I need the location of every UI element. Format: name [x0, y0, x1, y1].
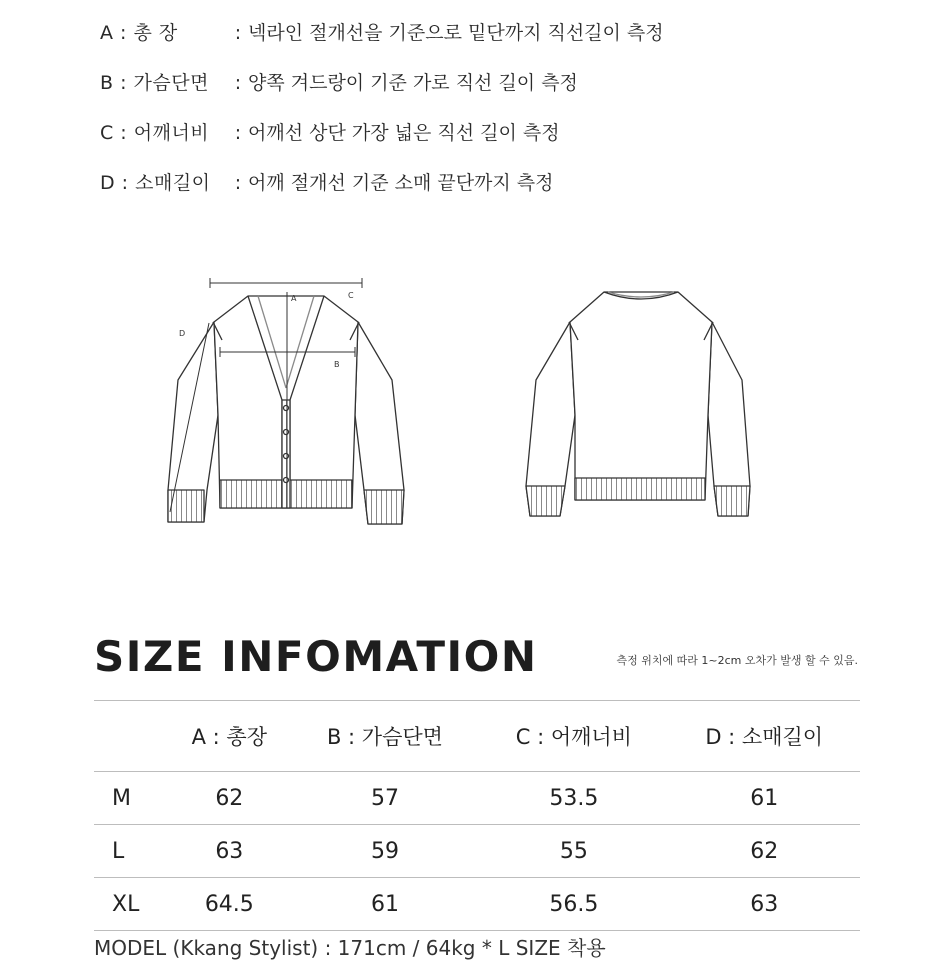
- table-header-size: [94, 701, 168, 772]
- table-header-a: A : 총장: [168, 701, 291, 772]
- table-cell: 63: [668, 878, 860, 931]
- table-cell: 56.5: [479, 878, 668, 931]
- definition-row-c: [100, 118, 664, 168]
- definition-row-d: [100, 168, 664, 218]
- table-cell: 62: [668, 825, 860, 878]
- definition-separator: :: [234, 22, 242, 44]
- definition-separator: :: [234, 72, 242, 94]
- definition-key: A : 총 장: [100, 22, 178, 44]
- label-b: B: [334, 360, 340, 369]
- table-header-c: C : 어깨너비: [479, 701, 668, 772]
- size-label: L: [94, 825, 168, 878]
- size-table: [94, 700, 860, 931]
- table-row: [94, 878, 860, 931]
- definition-key: B : 가슴단면: [100, 72, 209, 94]
- definition-key: C : 어깨너비: [100, 122, 210, 144]
- table-cell: 53.5: [479, 772, 668, 825]
- table-header-b: B : 가슴단면: [291, 701, 480, 772]
- definition-separator: :: [234, 122, 242, 144]
- definition-text: 어깨 절개선 기준 소매 끝단까지 측정: [248, 172, 554, 194]
- table-cell: 55: [479, 825, 668, 878]
- table-row: [94, 772, 860, 825]
- definition-key: D : 소매길이: [100, 172, 211, 194]
- definition-text: 어깨선 상단 가장 넓은 직선 길이 측정: [248, 122, 560, 144]
- definition-separator: :: [234, 172, 242, 194]
- back-view-sketch: [526, 292, 750, 516]
- size-label: M: [94, 772, 168, 825]
- definition-text: 넥라인 절개선을 기준으로 밑단까지 직선길이 측정: [248, 22, 664, 44]
- table-cell: 64.5: [168, 878, 291, 931]
- front-view-sketch: [168, 296, 404, 524]
- table-cell: 62: [168, 772, 291, 825]
- label-d: D: [179, 329, 186, 338]
- model-info: MODEL (Kkang Stylist) : 171cm / 64kg * L SIZE 착용: [94, 936, 606, 960]
- table-cell: 61: [291, 878, 480, 931]
- measurement-definitions: [100, 18, 664, 218]
- table-header-d: D : 소매길이: [668, 701, 860, 772]
- garment-diagram: [160, 270, 760, 540]
- measurement-note: 측정 위치에 따라 1~2cm 오차가 발생 할 수 있음.: [616, 654, 858, 667]
- table-cell: 63: [168, 825, 291, 878]
- definition-row-b: [100, 68, 664, 118]
- size-label: XL: [94, 878, 168, 931]
- definition-row-a: [100, 18, 664, 68]
- table-cell: 61: [668, 772, 860, 825]
- size-information-title: SIZE INFOMATION: [94, 632, 538, 681]
- label-c: C: [348, 291, 354, 300]
- table-cell: 57: [291, 772, 480, 825]
- table-header-row: [94, 701, 860, 772]
- table-row: [94, 825, 860, 878]
- definition-text: 양쪽 겨드랑이 기준 가로 직선 길이 측정: [248, 72, 578, 94]
- table-cell: 59: [291, 825, 480, 878]
- label-a: A: [291, 294, 297, 303]
